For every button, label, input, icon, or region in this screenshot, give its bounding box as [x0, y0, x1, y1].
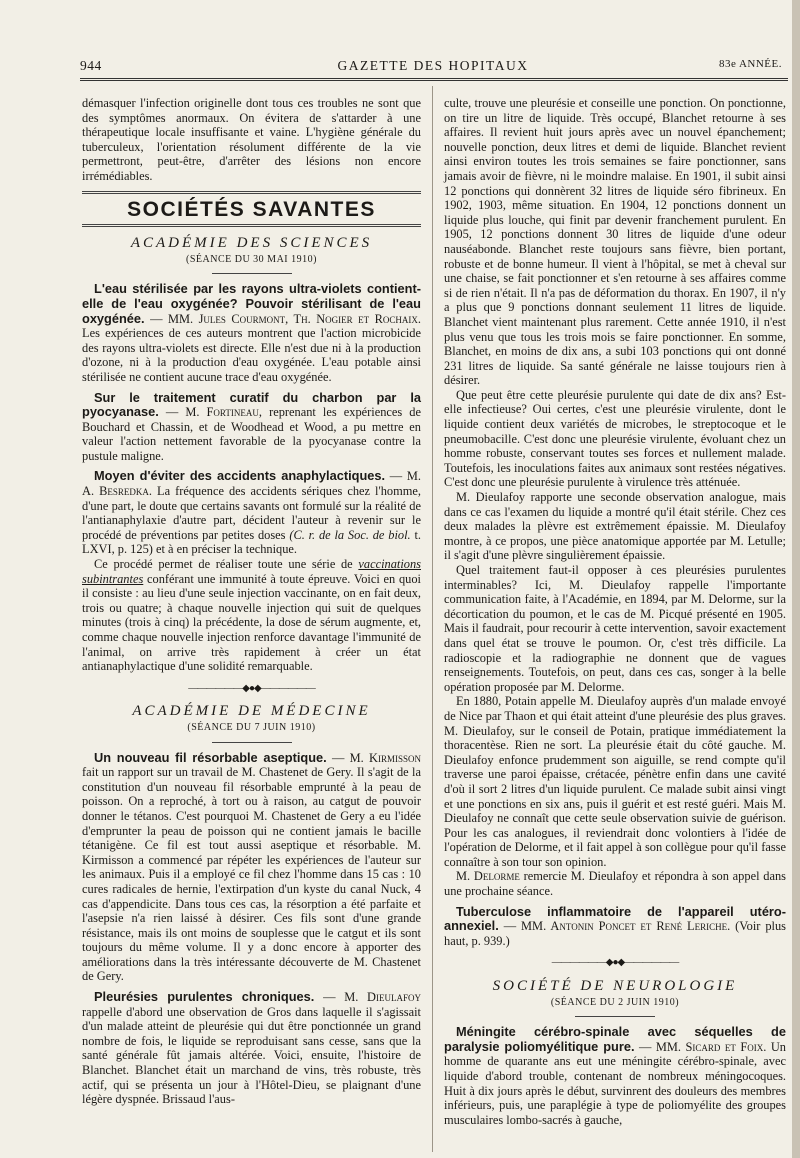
article-text: rappelle d'abord une observation de Gros dans laquelle il s'agissait d'un malade atteint de pleurésie qui dut être ponctionnée un grand nombre de fois, le liquide se reproduisant sans cesse, sans que la santé générale fût jamais altérée. Voici, ensuite, l'histoire de Blanchet. Blanchet était un marchand de vins, très robuste, très actif, qui se présenta un jour à l'Hôtel-Dieu, se plaignant d'une légère dyspnée. Brissaud l'aus- — [82, 1004, 421, 1107]
article-paragraph: Un nouveau fil résorbable aseptique. — M. Kirmisson fait un rapport sur un travail de M. Chastenet de Gery. Il s'agit de la constitution d'un nouveau fil résorbable emprunté à la peau de poisson. On a reproché, à tort ou à raison, au catgut de pouvoir donner le tétanos. C'est pourquoi M. Chastenet de Gery a eu l'idée d'emprunter la peau de poisson qui ne contient jamais le bacille tétanigène. Ce fil est tout aussi aseptique et résorbable. M. Kirmisson a commencé par répéter les expériences de l'auteur sur les animaux. Puis il a employé ce fil chez l'homme dans 15 cas : 10 cures radicales de hernie, l'extirpation d'un kyste du canal Nuck, 4 cas d'appendicite. Dans tous ces cas, la résorption a été parfaite et l'asepsie n'a rien laissé à désirer. Ces fils sont d'une grande résistance, mais ils ont moins de souplesse que le catgut et ils sont toujours du même volume. Il y a donc encore à apporter des améliorations dans la très intéressante découverte de M. Chastenet de Gery. — [82, 749, 422, 984]
academie-medecine-title: ACADÉMIE DE MÉDECINE — [132, 703, 371, 720]
article-text: conférant une immunité à toute épreuve. Voici en quoi il consiste : au lieu d'une seule injection vaccinante, on en fait deux, trois ou quatre; à chaque nouvelle injection qui suit de quelques minutes (trois à cinq) la précédente, la dose de sérum augmente, et, comme chaque nouvelle injection renforce davantage l'immunité de l'animal, on arrive très rapidement à créer un état antianaphylactique d'une solidité remarquable. — [82, 571, 421, 674]
article-emphasis: vaccinations subintrantes — [82, 557, 421, 586]
left-column — [82, 96, 421, 1107]
section-heading: SOCIÉTÉS SAVANTES — [127, 197, 376, 221]
academie-sciences-session: (SÉANCE DU 30 MAI 1910) — [186, 253, 317, 265]
article-title: Sur le traitement curatif du charbon par la pyocyanase. — [82, 389, 421, 420]
article-title: L'eau stérilisée par les rayons ultra-violets contient-elle de l'eau oxygénée? Pouvoir stérilisant de l'eau oxygénée. — [82, 281, 421, 326]
article-paragraph: Moyen d'éviter des accidents anaphylactiques. — M. A. Besredka. La fréquence des accidents sériques chez l'homme, d'une part, le doute que certains savants ont formulé sur la réalité de l'antianaphylaxie d'autre part, décident l'auteur à revenir sur le procédé de préventions par petites doses (C. r. de la Soc. de biol. t. LXVI, p. 125) et à en préciser la technique. — [82, 468, 421, 557]
article-paragraph — [444, 869, 786, 898]
article-paragraph: Pleurésies purulentes chroniques. — M. Dieulafoy rappelle d'abord une observation de Gros dans laquelle il s'agissait d'un malade atteint de pleurésie qui dut être ponctionnée un grand nombre de fois, le liquide se reproduisant sans cesse, sans que la santé générale fût jamais altérée. Voici, ensuite, l'histoire de Blanchet. Blanchet était un marchand de vins, très robuste, très actif, qui se présenta un jour à l'Hôtel-Dieu, se plaignant d'une légère dyspnée. Brissaud l'aus- — [82, 989, 421, 1107]
article-text: Les expériences de ces auteurs montrent que l'action microbicide des rayons ultra-violets est directe. Elle n'est due ni à la production d'ozone, ni à la production d'eau oxygénée. L'eau potable ainsi stérilisée ne contient aucune trace d'eau oxygénée. — [82, 326, 421, 384]
article-authors: M. A. Besredka. — [82, 469, 421, 499]
article-reference: (C. r. de la Soc. de biol. — [289, 527, 411, 542]
article-authors: M. Kirmisson — [349, 750, 422, 765]
section-rule-bottom — [82, 224, 421, 227]
article-paragraph: Tuberculose inflammatoire de l'appareil utéro-annexiel. — MM. Antonin Poncet et René Leriche. (Voir plus haut, p. 939.) — [444, 903, 786, 948]
article-title: Pleurésies purulentes chroniques. — [94, 989, 315, 1005]
article-authors: M. Dieulafoy — [344, 990, 421, 1005]
article-paragraph — [82, 557, 421, 674]
article-paragraph: culte, trouve une pleurésie et conseille une ponction. On ponctionne, on tire un litre de liquide. Très occupé, Blanchet retourne à ses affaires. Il revient huit jours après avec un nouvel épanchement; nouvelle ponction, deux litres et demi de liquide. Blanchet revient ainsi environ toutes les trois semaines se faire ponctionner, sans jamais avoir de fièvre, ni le moindre malaise. En 1901, il subit ainsi 12 ponctions qui donnèrent 32 litres de liquide séro fibrineux. En 1902, 1903, même situation. En 1904, 12 ponctions donnent un liquide plus louche, qui finit par devenir franchement purulent. En 1905, 12 ponctions donnent 30 litres de liquide d'une odeur nauséabonde. Blanchet reste toujours sans fièvre, bien portant, robuste et de bonne humeur. Il vient à l'hôpital, se met à cheval sur une chaise, se fait ponctionner et s'en retourne à ses affaires comme si de rien n'était. Il n'a pas de déformation du thorax. En 1907, il n'y a plus que 9 ponctions donnant seulement 11 litres de liquide. Blanchet vient maintenant plus rarement. Cette année 1910, il n'est plus venu que tous les trois mois se faire ponctionner. En somme, Blanchet, en moins de dix ans, a subi 103 ponctions qui ont donné 231 litres de liquide. Sa santé générale ne laisse toujours rien à désirer. — [444, 96, 786, 388]
article-authors: MM. Jules Courmont, Th. Nogier et Rochaix. — [167, 311, 421, 326]
article-paragraph: Sur le traitement curatif du charbon par la pyocyanase. — M. Fortineau, reprenant les expériences de Bouchard et Chassin, et de Woodhead et Wood, a pu mettre en valeur l'action nettement favorable de la pyocyanase contre la pustule maligne. — [82, 389, 421, 463]
article-title: Tuberculose inflammatoire de l'appareil utéro-annexiel. — [444, 903, 786, 934]
academie-sciences-title: ACADÉMIE DES SCIENCES — [130, 235, 373, 252]
article-text: La fréquence des accidents sériques chez l'homme, d'une part, le doute que certains savants ont formulé sur la réalité de l'antianaphylaxie d'autre part, décident l'auteur à revenir sur le procédé de préventions par petites doses — [82, 484, 421, 542]
article-paragraph: Que peut être cette pleurésie purulente qui date de dix ans? Est-elle infectieuse? Oui certes, c'est une pleurésie virulente, dont le liquide contient deux variétés de microbes, le streptocoque et le pneumobacille. C'est donc une pleurésie virulente, évoluant chez un homme robuste, conservant toutes ses forces et nullement malade. Toutefois, les inoculations faites aux animaux sont restées négatives. C'est donc une pleurésie purulente à virulence très atténuée. — [444, 387, 786, 490]
neurologie-title: SOCIÉTÉ DE NEUROLOGIE — [492, 978, 738, 995]
article-paragraph: Méningite cérébro-spinale avec séquelles de paralysie poliomyélitique pure. — MM. Sicard et Foix. Un homme de quarante ans eut une méningite cérébro-spinale, avec liquide d'abord trouble, contenant de nombreux méningocoques. Huit à dix jours après le début, survinrent des douleurs des membres inférieurs, puis, une paraplégie à type de poliomyélite des groupes musculaires lombo-sacrés à gauche, — [444, 1024, 786, 1127]
header-rule — [80, 78, 788, 81]
article-authors: M. Delorme — [456, 869, 520, 884]
article-authors: MM. Antonin Poncet et René Leriche. — [521, 919, 731, 934]
article-title: Un nouveau fil résorbable aseptique. — [94, 749, 327, 765]
article-authors: M. Fortineau, — [185, 405, 262, 420]
short-rule — [575, 1016, 655, 1017]
page-header — [80, 52, 786, 76]
year-label: 83e ANNÉE. — [718, 58, 782, 70]
ornament-divider: ——————◆●◆—————— — [188, 682, 315, 694]
article-text: Ce procédé permet de réaliser toute une série de — [94, 557, 353, 572]
article-paragraph: En 1880, Potain appelle M. Dieulafoy auprès d'un malade envoyé de Nice par Thaon et qui était atteint d'une pleurésie des plus graves. M. Dieulafoy, sur le conseil de Potain, pratique immédiatement la thoracentèse. Rien ne sort. La pleurésie était du côté gauche. M. Dieulafoy enfonce prudemment son aiguille, se rend compte qu'il traverse une paroi épaisse, crétacée, pénètre enfin dans une cavité d'où il sort 2 litres d'un liquide purulent. Ce malade subit ainsi vingt et une ponctions en six ans, puis il guérit et est resté guéri. Mais M. Dieulafoy ne connaît que cette seule observation suivie de guérison. Pour les cas analogues, il reviendrait donc volontiers à l'idée de l'opération de Delorme, et il fait appel à son collègue pour qu'il fasse connaître à son tour son opinion. — [444, 694, 786, 869]
ornament-divider: ——————◆●◆—————— — [551, 957, 679, 969]
article-paragraph: L'eau stérilisée par les rayons ultra-violets contient-elle de l'eau oxygénée? Pouvoir stérilisant de l'eau oxygénée. — MM. Jules Courmont, Th. Nogier et Rochaix. Les expériences de ces auteurs montrent que l'action microbicide des rayons ultra-violets est directe. Elle n'est due ni à la production d'ozone, ni à la production d'eau oxygénée. L'eau potable ainsi stérilisée ne contient aucune trace d'eau oxygénée. — [82, 281, 421, 384]
article-text: t. LXVI, p. 125) et à en préciser la technique. — [82, 527, 421, 557]
section-rule-top — [82, 191, 421, 194]
page-edge — [792, 0, 800, 1158]
article-title: Moyen d'éviter des accidents anaphylactiques. — [94, 468, 386, 484]
article-title: Méningite cérébro-spinale avec séquelles de paralysie poliomyélitique pure. — [444, 1024, 786, 1054]
right-column — [444, 96, 786, 1127]
page-number: 944 — [80, 58, 102, 73]
article-paragraph: Quel traitement faut-il opposer à ces pleurésies purulentes interminables? Ici, M. Dieulafoy rappelle l'importante communication faite, à l'Académie, en 1894, par M. Delorme, sur la décortication du poumon, et le cas de M. Picqué présenté en 1905. Mais il faudrait, pour recourir à cette intervention, savoir exactement dans quel état se trouve le poumon. Or, c'est très difficile. La radioscopie et la radiographie ne donnent que de vagues renseignements. Toutefois, on peut, dans ces cas, songer à la belle opération proposée par M. Delorme. — [444, 563, 786, 694]
article-text: remercie M. Dieulafoy et répondra à son appel dans une prochaine séance. — [444, 869, 786, 899]
article-authors: MM. Sicard et Foix. — [655, 1039, 767, 1054]
journal-title: GAZETTE DES HOPITAUX — [337, 58, 529, 73]
academie-medecine-session: (SÉANCE DU 7 JUIN 1910) — [187, 721, 316, 733]
short-rule — [212, 742, 292, 743]
neurologie-session: (SÉANCE DU 2 JUIN 1910) — [550, 996, 680, 1008]
article-text: (Voir plus haut, p. 939.) — [444, 919, 786, 948]
article-text: Un homme de quarante ans eut une méningite cérébro-spinale, avec liquide d'abord trouble, contenant de nombreux méningocoques. Huit à dix jours après le début, survinrent des douleurs des membres inférieurs, puis, une paraplégie à type de poliomyélite des groupes musculaires lombo-sacrés à gauche, — [444, 1039, 786, 1127]
article-text: reprenant les expériences de Bouchard et Chassin, et de Woodhead et Wood, a pu mettre en valeur l'action nettement favorable de la pyocyanase contre la pustule maligne. — [82, 405, 421, 463]
article-paragraph: M. Dieulafoy rapporte une seconde observation analogue, mais dans ce cas l'examen du liquide a montré qu'il était stérile. Chez ces deux malades la plèvre est extrêmement épaissie. M. Dieulafoy montre, à ce propos, une pièce anatomique apportée par M. Letulle; il s'agit d'une plèvre singulièrement épaissie. — [444, 490, 786, 563]
intro-paragraph: démasquer l'infection originelle dont tous ces troubles ne sont que des symptômes anormaux. On évitera de s'attarder à une thérapeutique locale insuffisante et vaine. L'hygiène générale du tuberculeux, l'orientation résolument différente de la vie permettront, peut-être, d'arrêter des lésions non encore irrémédiables. — [82, 96, 421, 183]
column-divider — [432, 86, 433, 1152]
article-text: fait un rapport sur un travail de M. Chastenet de Gery. Il s'agit de la constitution d'un nouveau fil résorbable emprunté à la peau de poisson. On a reproché, à tort ou à raison, au catgut de pouvoir donner le tétanos. C'est pourquoi M. Chastenet de Gery a eu l'idée d'emprunter la peau de poisson qui ne contient jamais le bacille tétanigène. Ce fil est tout aussi aseptique et résorbable. M. Kirmisson a commencé par répéter les expériences de l'auteur sur les animaux. Puis il a employé ce fil chez l'homme dans 15 cas : 10 cures radicales de hernie, l'extirpation d'un kyste du canal Nuck, 4 cas d'appendicite. Dans tous ces cas, la résorption a été parfaite et l'asepsie n'a rien laissé à désirer. Ces fils sont d'une grande résistance, mais ils ont moins de souplesse que le catgut et ils sont toujours du même volume. Il y a donc encore à apporter des améliorations dans la très intéressante découverte de M. Chastenet de Gery. — [82, 765, 421, 984]
short-rule — [212, 273, 292, 274]
